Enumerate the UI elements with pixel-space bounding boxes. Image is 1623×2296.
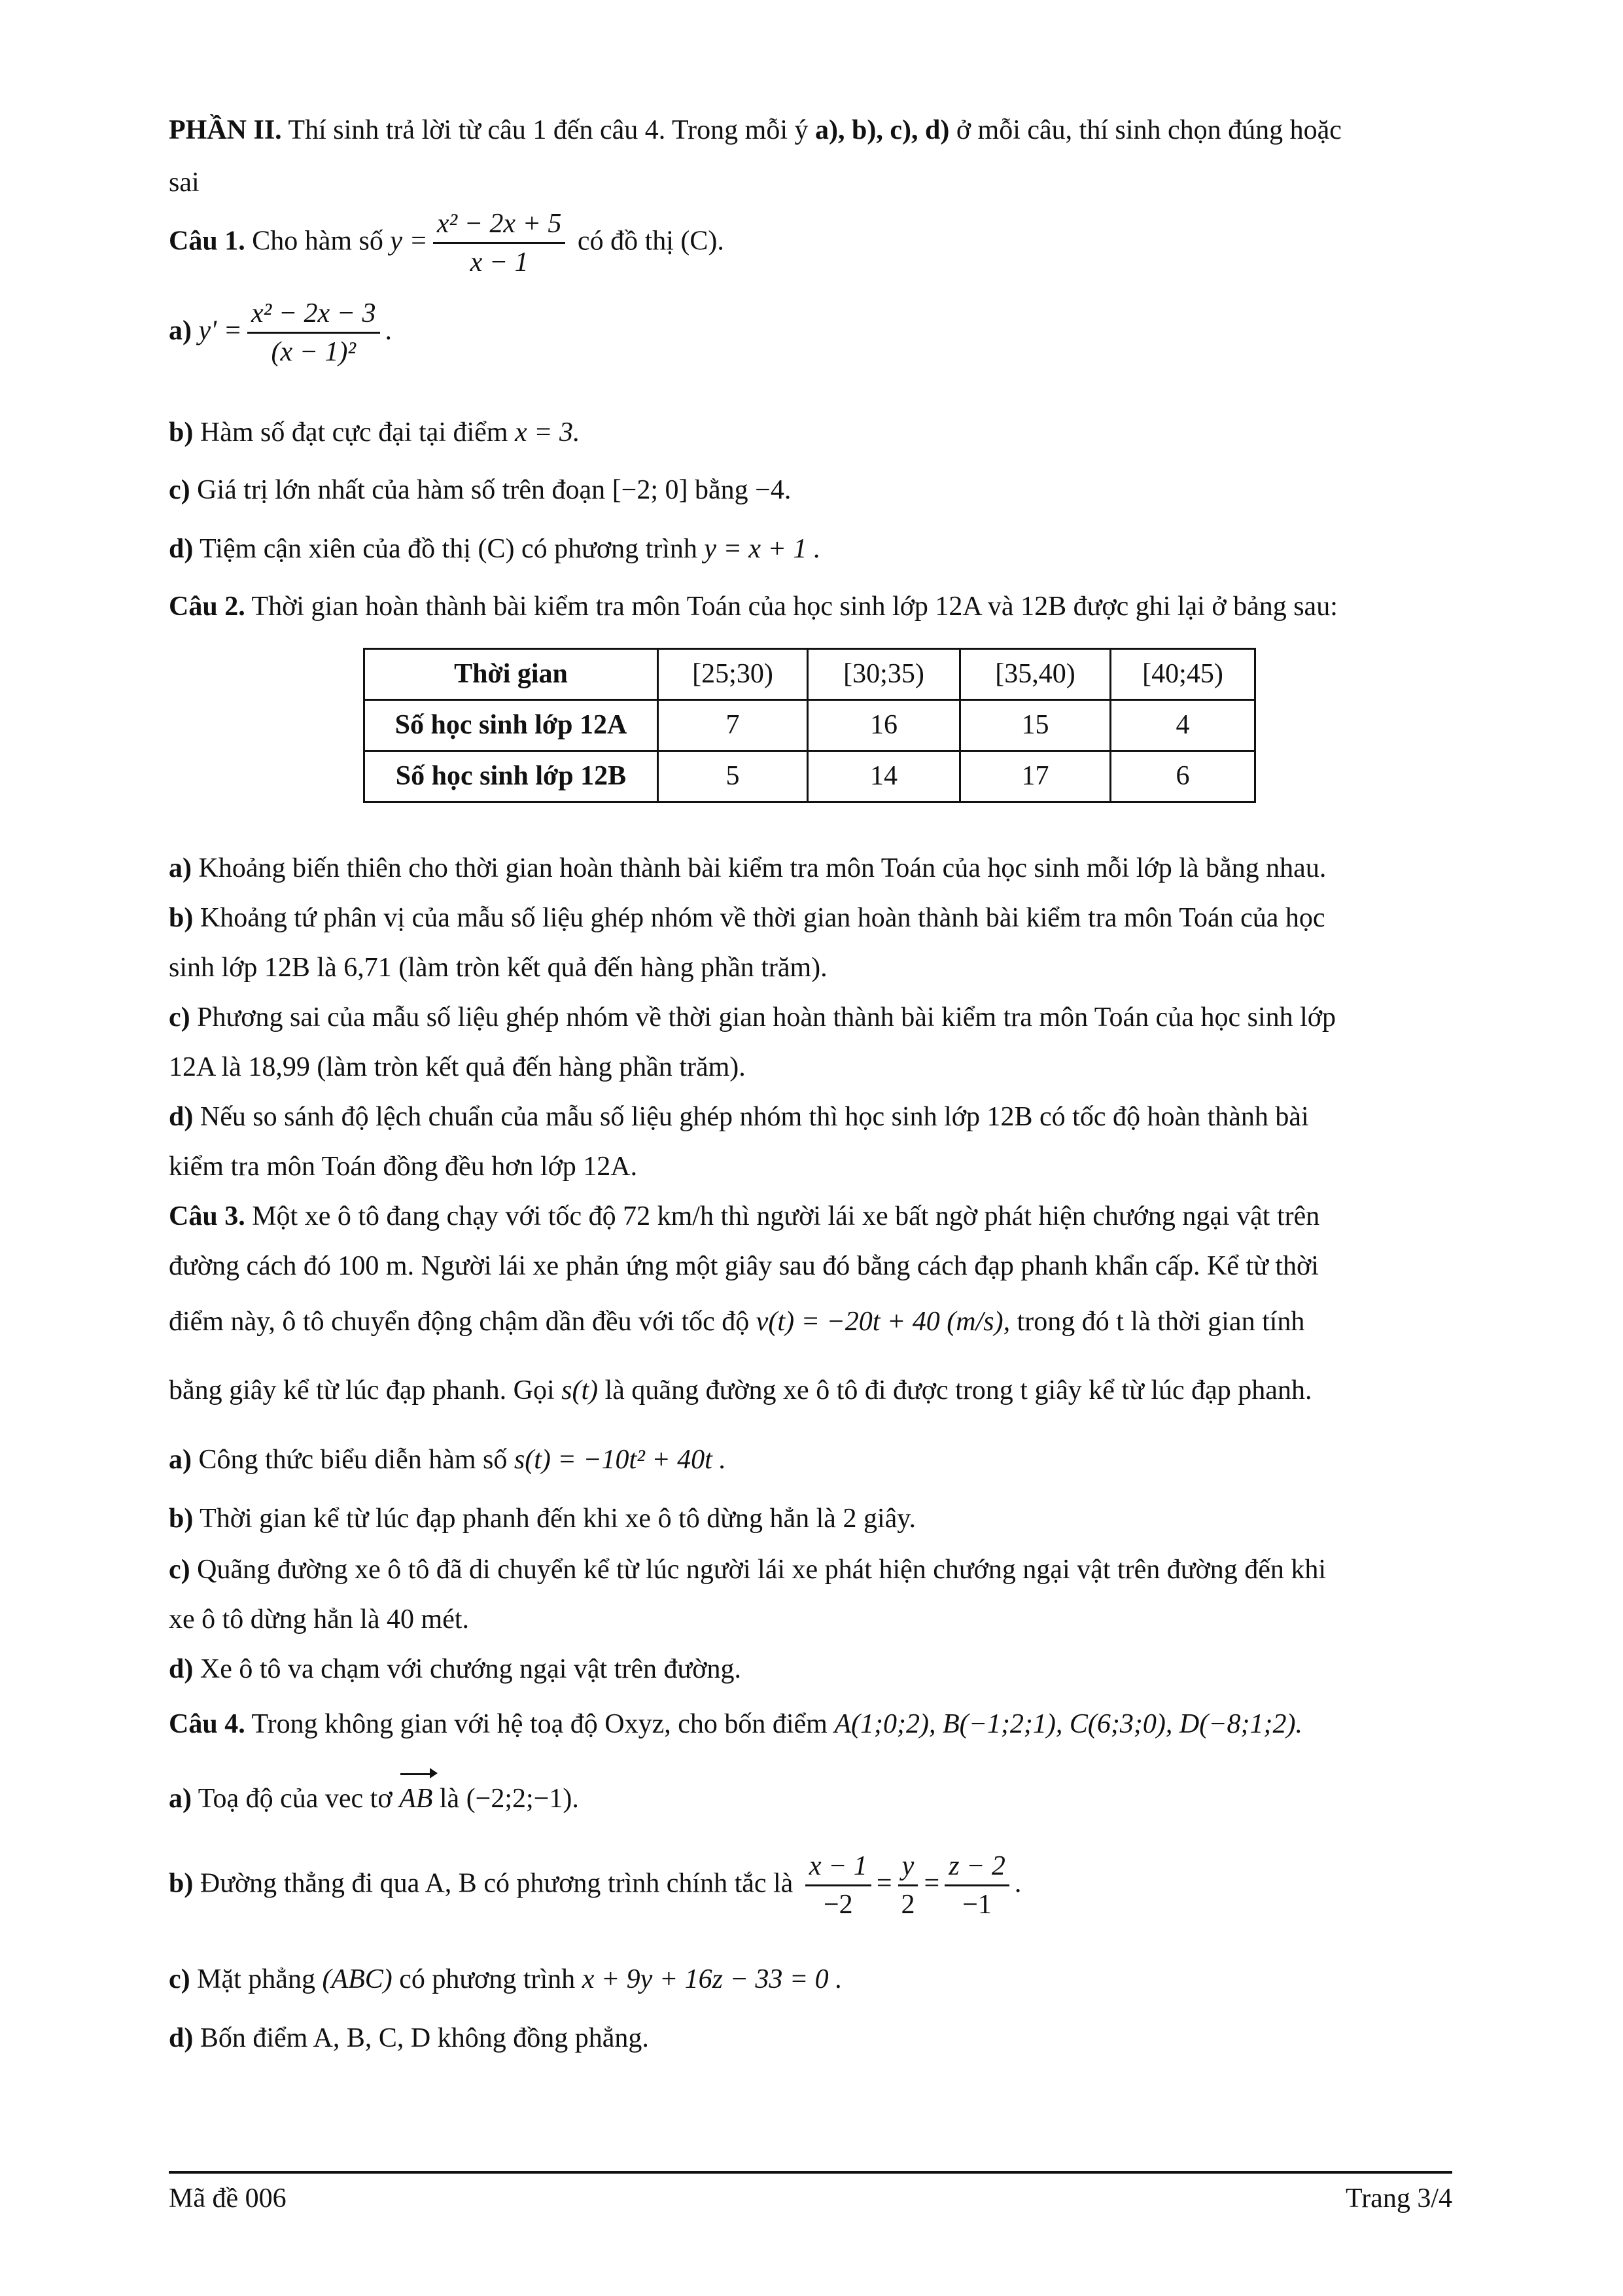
- q3-option-c: c) Quãng đường xe ô tô đã di chuyển kể từ lúc người lái xe phát hiện chướng ngại vật trên đường đến khi: [169, 1555, 1327, 1585]
- q2-option-c: c) Phương sai của mẫu số liệu ghép nhóm về thời gian hoàn thành bài kiểm tra môn Toán của học sinh lớp: [169, 1002, 1336, 1033]
- q1-function-fraction: $\frac{\text{x² − 2x + 5}}{x - 1}$: [433, 208, 566, 279]
- q3-stem: Câu 3. Một xe ô tô đang chạy với tốc độ 72 km/h thì người lái xe bất ngờ phát hiện chướng ngại vật trên: [169, 1201, 1320, 1231]
- q3-stem-line4: bằng giây kể từ lúc đạp phanh. Gọi s(t) là quãng đường xe ô tô đi được trong t giây kể từ lúc đạp phanh.: [169, 1375, 1312, 1405]
- q4-fraction-x: $\frac{x - 1}{-2}$: [805, 1850, 871, 1921]
- q1-option-b: b) Hàm số đạt cực đại tại điểm x = 3.: [169, 417, 580, 448]
- table-header-cell: Thời gian: [364, 649, 658, 700]
- table-cell: 17: [960, 751, 1111, 802]
- table-cell: 15: [960, 700, 1111, 751]
- q2-option-d-line2: kiểm tra môn Toán đồng đều hơn lớp 12A.: [169, 1152, 638, 1182]
- table-row: [364, 700, 1255, 751]
- q3-option-c-line2: xe ô tô dừng hẳn là 40 mét.: [169, 1604, 470, 1634]
- q2-option-a: a) Khoảng biến thiên cho thời gian hoàn thành bài kiểm tra môn Toán của học sinh mỗi lớp là bằng nhau.: [169, 853, 1327, 883]
- q4-option-a: a) Toạ độ của vec tơ AB là (−2;2;−1).: [169, 1777, 579, 1817]
- table-cell: 14: [808, 751, 960, 802]
- q4-option-d: d) Bốn điểm A, B, C, D không đồng phẳng.: [169, 2023, 649, 2053]
- table-header-cell: [40;45): [1111, 649, 1255, 700]
- q3-stem-line2: đường cách đó 100 m. Người lái xe phản ứng một giây sau đó bằng cách đạp phanh khẩn cấp. Kể từ thời: [169, 1251, 1319, 1281]
- vector-ab: AB: [399, 1777, 432, 1817]
- table-cell: 4: [1111, 700, 1255, 751]
- table-header-cell: [25;30): [658, 649, 808, 700]
- table-cell: 7: [658, 700, 808, 751]
- q2-option-b-line2: sinh lớp 12B là 6,71 (làm tròn kết quả đến hàng phần trăm).: [169, 953, 828, 983]
- table-cell: 16: [808, 700, 960, 751]
- table-row: [364, 751, 1255, 802]
- exam-code: Mã đề 006: [169, 2183, 287, 2214]
- footer-divider: [169, 2171, 1452, 2174]
- table-header-cell: [30;35): [808, 649, 960, 700]
- q4-stem: Câu 4. Trong không gian với hệ toạ độ Oxyz, cho bốn điểm A(1;0;2), B(−1;2;1), C(6;3;0), D(−8;1;2).: [169, 1709, 1302, 1739]
- q3-option-a: a) Công thức biểu diễn hàm số s(t) = −10t² + 40t .: [169, 1445, 726, 1475]
- q4-fraction-y: $\frac{y}{2}$: [898, 1850, 919, 1921]
- q4-fraction-z: $\frac{z - 2}{-1}$: [945, 1850, 1009, 1921]
- table-cell: 5: [658, 751, 808, 802]
- q3-stem-line3: điểm này, ô tô chuyển động chậm dần đều với tốc độ v(t) = −20t + 40 (m/s), trong đó t là thời gian tính: [169, 1307, 1305, 1337]
- q2-option-d: d) Nếu so sánh độ lệch chuẩn của mẫu số liệu ghép nhóm thì học sinh lớp 12B có tốc độ hoàn thành bài: [169, 1102, 1309, 1132]
- q2-stem: Câu 2. Thời gian hoàn thành bài kiểm tra môn Toán của học sinh lớp 12A và 12B được ghi lại ở bảng sau:: [169, 592, 1338, 622]
- q2-data-table: [363, 648, 1256, 803]
- part-instruction: PHẦN II. Thí sinh trả lời từ câu 1 đến câu 4. Trong mỗi ý a), b), c), d) ở mỗi câu, thí sinh chọn đúng hoặc: [169, 115, 1342, 145]
- q1-derivative-fraction: $\frac{\text{x² − 2x − 3}}{\text{(x − 1)²}}$: [247, 298, 380, 368]
- table-cell: Số học sinh lớp 12B: [364, 751, 658, 802]
- q2-option-c-line2: 12A là 18,99 (làm tròn kết quả đến hàng phần trăm).: [169, 1052, 746, 1082]
- table-header-row: [364, 649, 1255, 700]
- table-header-cell: [35,40): [960, 649, 1111, 700]
- q1-option-d: d) Tiệm cận xiên của đồ thị (C) có phương trình y = x + 1 .: [169, 534, 821, 564]
- part-title: PHẦN II.: [169, 115, 282, 145]
- part-instruction-line2: sai: [169, 168, 200, 198]
- q1-option-c: c) Giá trị lớn nhất của hàm số trên đoạn [−2; 0] bằng −4.: [169, 475, 792, 505]
- table-cell: 6: [1111, 751, 1255, 802]
- q3-option-d: d) Xe ô tô va chạm với chướng ngại vật trên đường.: [169, 1654, 741, 1684]
- q4-option-c: c) Mặt phẳng (ABC) có phương trình x + 9y + 16z − 33 = 0 .: [169, 1964, 843, 1994]
- q1-stem: Câu 1. Cho hàm số y = $\frac{\text{x² − 2x + 5}}{x - 1}$ có đồ thị (C).: [169, 209, 724, 278]
- q4-option-b: b) Đường thẳng đi qua A, B có phương trình chính tắc là $\frac{x - 1}{-2}$ = $\frac{y}{2}$ = $\frac{z - 2}{-1}$ .: [169, 1851, 1022, 1920]
- table-cell: Số học sinh lớp 12A: [364, 700, 658, 751]
- q2-option-b: b) Khoảng tứ phân vị của mẫu số liệu ghép nhóm về thời gian hoàn thành bài kiểm tra môn Toán của học: [169, 903, 1325, 933]
- page-number: Trang 3/4: [1346, 2183, 1452, 2214]
- q3-option-b: b) Thời gian kể từ lúc đạp phanh đến khi xe ô tô dừng hẳn là 2 giây.: [169, 1504, 916, 1534]
- q1-option-a: a) y' = $\frac{\text{x² − 2x − 3}}{\text{(x − 1)²}}$ .: [169, 298, 393, 368]
